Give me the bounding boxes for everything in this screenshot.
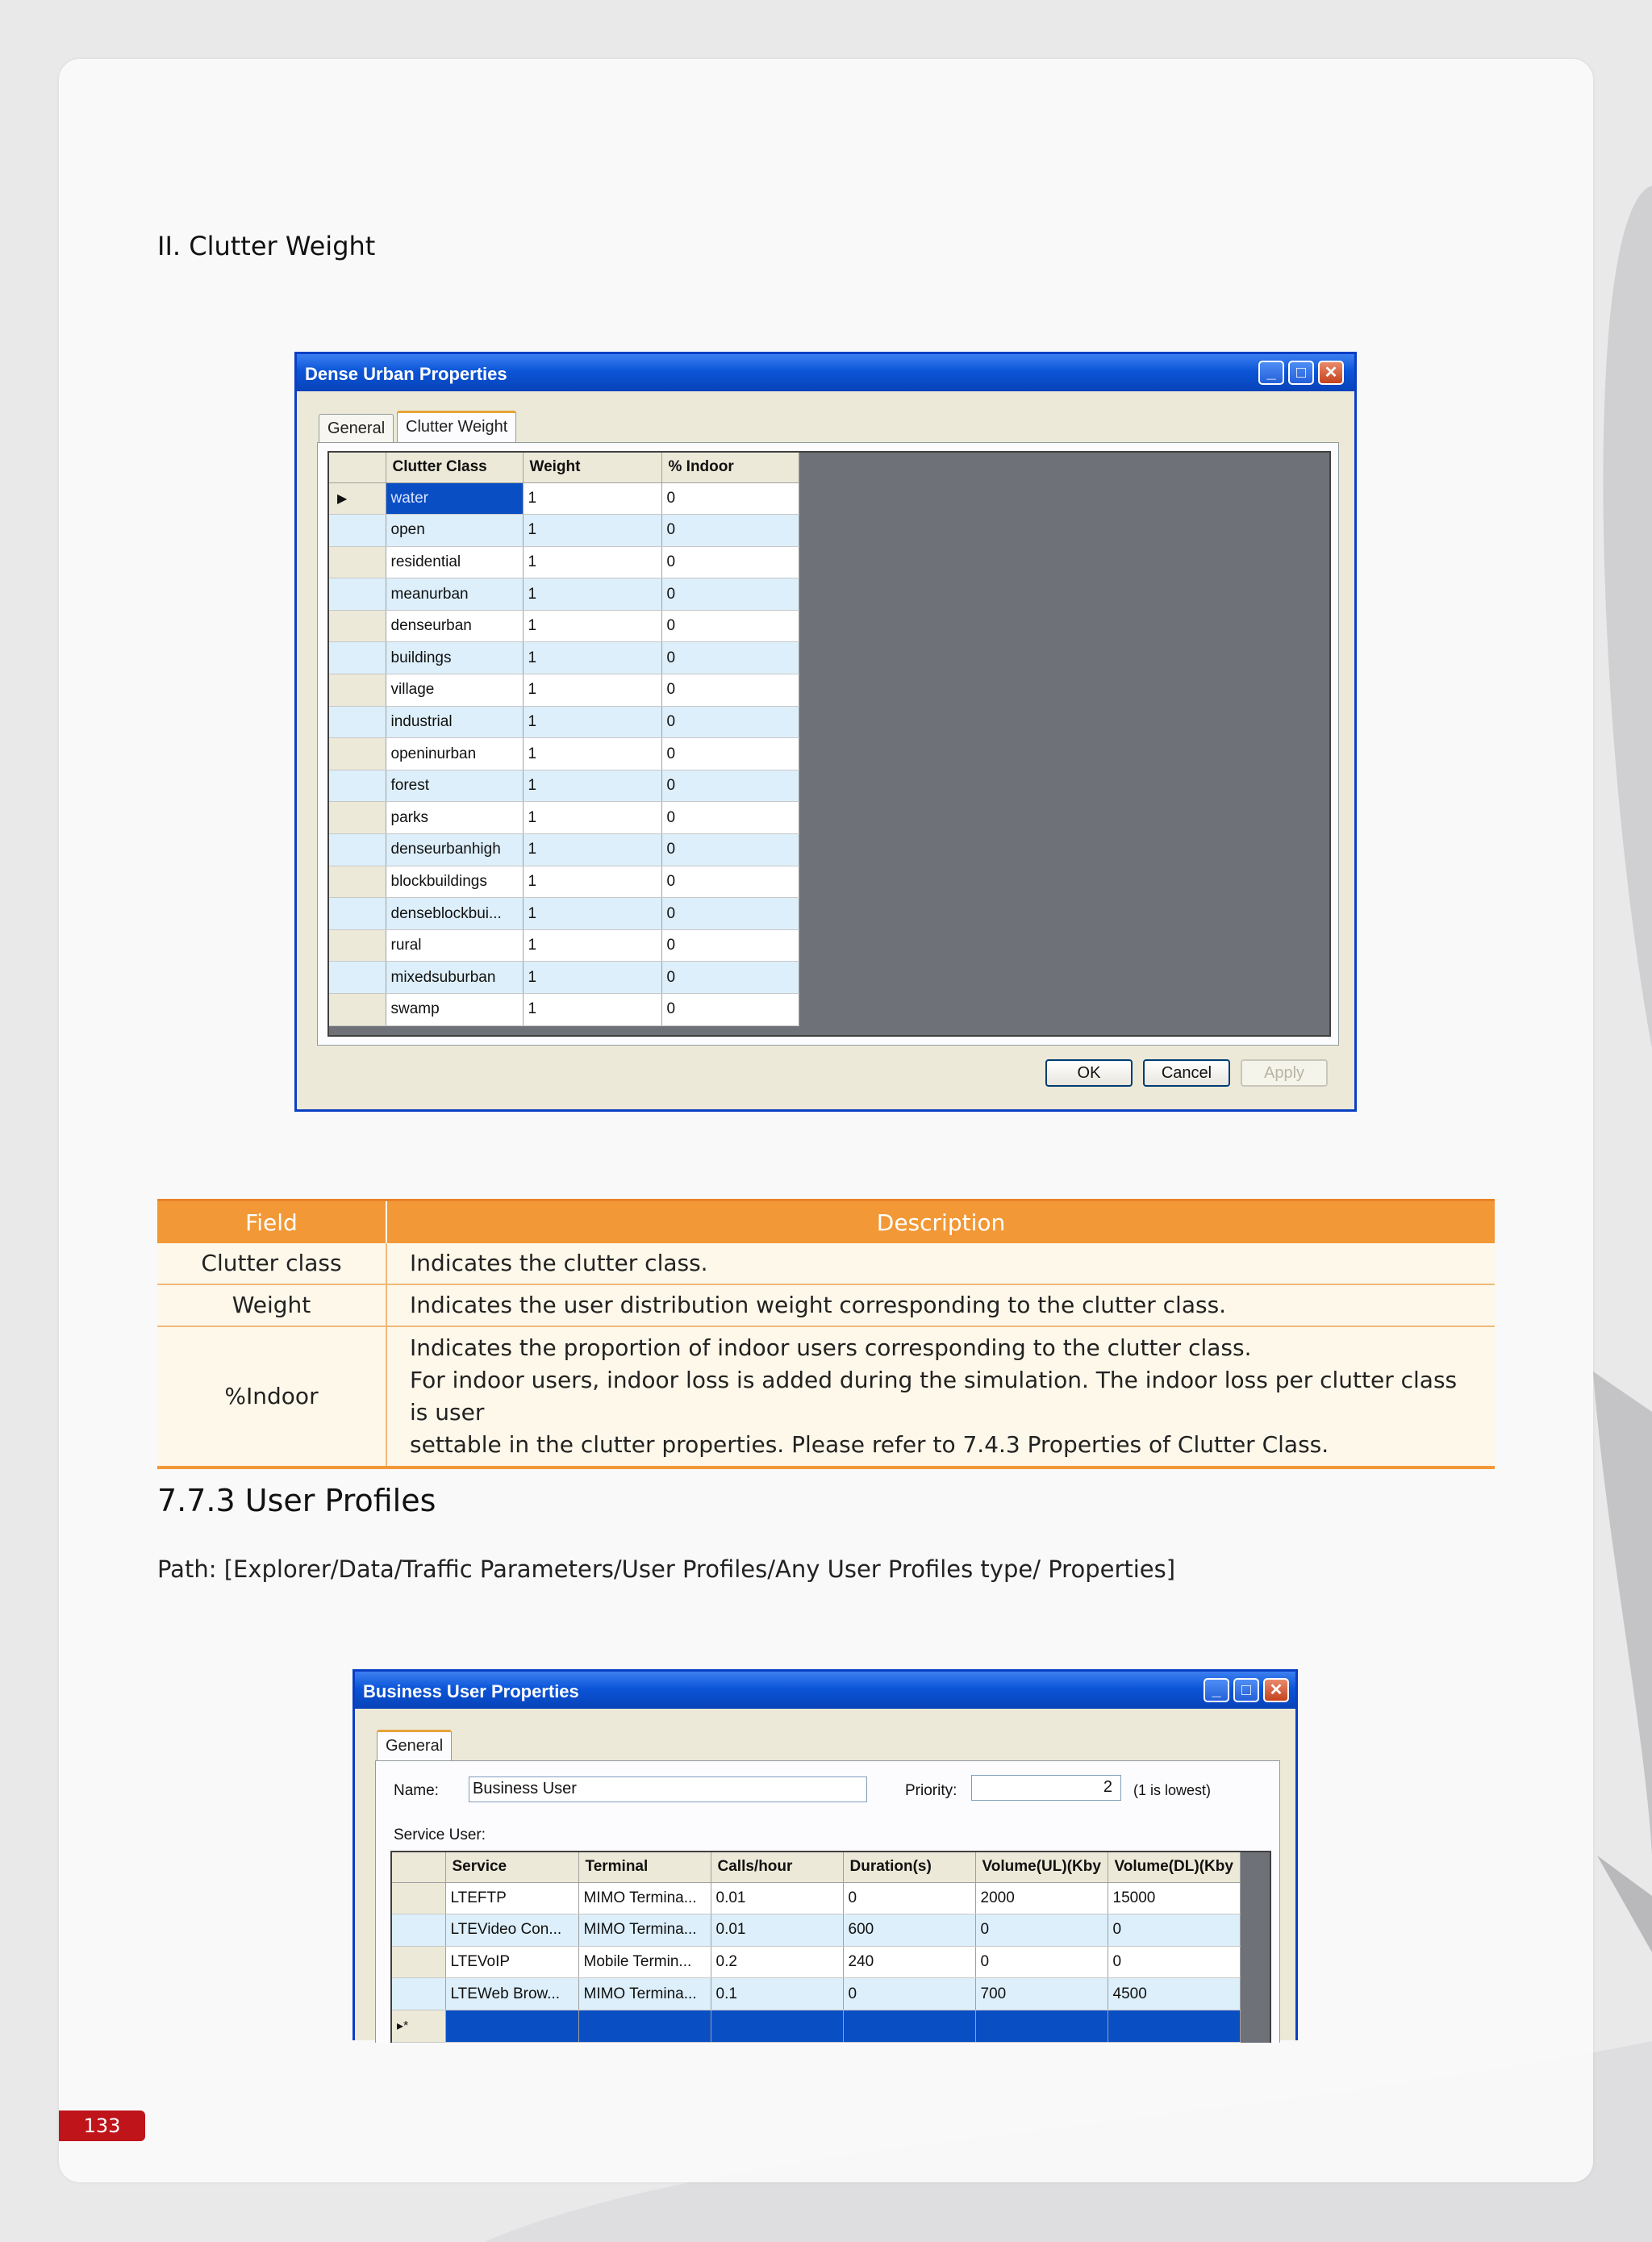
column-header[interactable]: Terminal xyxy=(578,1852,711,1882)
field-cell: Clutter class xyxy=(157,1243,386,1284)
clutter-class-cell[interactable]: denseblockbui... xyxy=(386,898,523,930)
new-row-cell[interactable] xyxy=(445,2010,578,2042)
window-titlebar[interactable] xyxy=(355,1672,1295,1709)
row-header[interactable] xyxy=(329,962,386,994)
weight-cell[interactable]: 1 xyxy=(523,674,661,707)
volume-ul-cell[interactable]: 2000 xyxy=(975,1882,1108,1914)
terminal-cell[interactable]: MIMO Termina... xyxy=(578,1882,711,1914)
column-header[interactable]: Duration(s) xyxy=(843,1852,975,1882)
clutter-class-cell[interactable]: swamp xyxy=(386,994,523,1026)
minimize-icon[interactable]: _ xyxy=(1204,1678,1229,1702)
weight-cell[interactable]: 1 xyxy=(523,834,661,866)
user-properties-window xyxy=(353,1669,1298,2040)
service-user-table xyxy=(392,1852,1241,2043)
clutter-class-cell[interactable]: blockbuildings xyxy=(386,866,523,898)
row-header[interactable] xyxy=(329,578,386,611)
row-header[interactable] xyxy=(329,802,386,834)
table-row[interactable] xyxy=(329,738,799,770)
table-header-description: Description xyxy=(386,1200,1495,1244)
tab-clutter-weight[interactable]: Clutter Weight xyxy=(397,411,516,443)
field-cell: %Indoor xyxy=(157,1326,386,1468)
row-header[interactable] xyxy=(329,994,386,1026)
row-header[interactable] xyxy=(329,898,386,930)
volume-ul-cell[interactable]: 0 xyxy=(975,1946,1108,1978)
table-row[interactable] xyxy=(329,898,799,930)
column-header[interactable]: Volume(DL)(Kby xyxy=(1108,1852,1240,1882)
row-header[interactable] xyxy=(392,1978,445,2010)
table-row[interactable] xyxy=(329,802,799,834)
description-line: For indoor users, indoor loss is added during the simulation. The indoor loss per clutter class is user xyxy=(410,1367,1458,1426)
table-row[interactable] xyxy=(329,515,799,547)
row-header[interactable] xyxy=(329,546,386,578)
indoor-cell[interactable]: 0 xyxy=(661,962,799,994)
terminal-cell[interactable]: MIMO Termina... xyxy=(578,1978,711,2010)
volume-dl-cell[interactable]: 0 xyxy=(1108,1914,1240,1947)
table-row[interactable] xyxy=(329,578,799,611)
table-row xyxy=(157,1243,1495,1284)
clutter-class-cell[interactable]: open xyxy=(386,515,523,547)
row-header[interactable] xyxy=(329,515,386,547)
row-header[interactable] xyxy=(329,738,386,770)
table-row[interactable] xyxy=(329,706,799,738)
new-row-cell[interactable] xyxy=(975,2010,1108,2042)
weight-cell[interactable]: 1 xyxy=(523,546,661,578)
row-header[interactable] xyxy=(392,1946,445,1978)
row-header[interactable] xyxy=(329,929,386,962)
tab-general[interactable]: General xyxy=(377,1730,452,1762)
weight-cell[interactable]: 1 xyxy=(523,610,661,642)
table-row[interactable] xyxy=(329,674,799,707)
new-row-marker[interactable]: ▸* xyxy=(392,2010,445,2042)
indoor-cell[interactable]: 0 xyxy=(661,610,799,642)
row-header[interactable] xyxy=(329,674,386,707)
name-field[interactable]: Business User xyxy=(469,1776,867,1802)
indoor-cell[interactable]: 0 xyxy=(661,802,799,834)
clutter-class-cell[interactable]: residential xyxy=(386,546,523,578)
terminal-cell[interactable]: MIMO Termina... xyxy=(578,1914,711,1947)
clutter-class-cell[interactable]: forest xyxy=(386,770,523,802)
table-row[interactable] xyxy=(329,962,799,994)
tab-general[interactable]: General xyxy=(319,414,394,443)
description-line: settable in the clutter properties. Please refer to 7.4.3 Properties of Clutter Class. xyxy=(410,1431,1329,1458)
row-header-corner xyxy=(392,1852,445,1882)
clutter-class-cell[interactable]: water xyxy=(386,482,523,515)
close-icon[interactable]: ✕ xyxy=(1263,1678,1289,1702)
table-row[interactable] xyxy=(392,1914,1240,1947)
service-cell[interactable]: LTEWeb Brow... xyxy=(445,1978,578,2010)
priority-label: Priority: xyxy=(905,1782,957,1799)
minimize-icon[interactable]: _ xyxy=(1258,361,1284,385)
duration-cell[interactable]: 600 xyxy=(843,1914,975,1947)
table-row[interactable] xyxy=(329,546,799,578)
service-cell[interactable]: LTEFTP xyxy=(445,1882,578,1914)
terminal-cell[interactable]: Mobile Termin... xyxy=(578,1946,711,1978)
ok-button[interactable]: OK xyxy=(1045,1059,1133,1087)
volume-dl-cell[interactable]: 4500 xyxy=(1108,1978,1240,2010)
weight-cell[interactable]: 1 xyxy=(523,898,661,930)
indoor-cell[interactable]: 0 xyxy=(661,482,799,515)
clutter-class-cell[interactable]: industrial xyxy=(386,706,523,738)
volume-ul-cell[interactable]: 0 xyxy=(975,1914,1108,1947)
indoor-cell[interactable]: 0 xyxy=(661,994,799,1026)
clutter-properties-window xyxy=(294,352,1357,1112)
window-title: Dense Urban Properties xyxy=(305,364,507,384)
new-row-cell[interactable] xyxy=(1108,2010,1240,2042)
volume-dl-cell[interactable]: 15000 xyxy=(1108,1882,1240,1914)
weight-cell[interactable]: 1 xyxy=(523,482,661,515)
row-header[interactable] xyxy=(329,610,386,642)
weight-cell[interactable]: 1 xyxy=(523,962,661,994)
path-text: Path: [Explorer/Data/Traffic Parameters/User Profiles/Any User Profiles type/ Properties] xyxy=(157,1555,1176,1583)
weight-cell[interactable]: 1 xyxy=(523,515,661,547)
row-header-corner xyxy=(329,453,386,482)
table-row[interactable] xyxy=(329,482,799,515)
section-heading: II. Clutter Weight xyxy=(157,231,376,261)
table-row[interactable] xyxy=(329,610,799,642)
service-user-grid xyxy=(390,1851,1271,2043)
indoor-cell[interactable]: 0 xyxy=(661,578,799,611)
weight-cell[interactable]: 1 xyxy=(523,866,661,898)
column-header[interactable]: Calls/hour xyxy=(711,1852,843,1882)
new-row[interactable] xyxy=(392,2010,1240,2042)
clutter-class-cell[interactable]: denseurbanhigh xyxy=(386,834,523,866)
indoor-cell[interactable]: 0 xyxy=(661,738,799,770)
weight-cell[interactable]: 1 xyxy=(523,929,661,962)
volume-ul-cell[interactable]: 700 xyxy=(975,1978,1108,2010)
description-cell: Indicates the user distribution weight corresponding to the clutter class. xyxy=(386,1284,1495,1326)
table-row xyxy=(157,1326,1495,1468)
row-header[interactable] xyxy=(392,1914,445,1947)
description-cell: Indicates the clutter class. xyxy=(386,1243,1495,1284)
table-row[interactable] xyxy=(329,770,799,802)
row-header[interactable] xyxy=(329,706,386,738)
column-header[interactable]: Service xyxy=(445,1852,578,1882)
indoor-cell[interactable]: 0 xyxy=(661,770,799,802)
clutter-class-cell[interactable]: openinurban xyxy=(386,738,523,770)
indoor-cell[interactable]: 0 xyxy=(661,706,799,738)
priority-hint: (1 is lowest) xyxy=(1133,1782,1212,1798)
service-user-label: Service User: xyxy=(394,1827,486,1843)
clutter-class-cell[interactable]: mixedsuburban xyxy=(386,962,523,994)
row-header[interactable] xyxy=(329,834,386,866)
duration-cell[interactable]: 0 xyxy=(843,1882,975,1914)
weight-cell[interactable]: 1 xyxy=(523,642,661,674)
row-header[interactable] xyxy=(329,866,386,898)
table-row[interactable] xyxy=(392,1946,1240,1978)
clutter-class-cell[interactable]: parks xyxy=(386,802,523,834)
row-header[interactable] xyxy=(392,1882,445,1914)
indoor-cell[interactable]: 0 xyxy=(661,515,799,547)
table-header-field: Field xyxy=(157,1200,386,1244)
service-cell[interactable]: LTEVoIP xyxy=(445,1946,578,1978)
indoor-cell[interactable]: 0 xyxy=(661,834,799,866)
duration-cell[interactable]: 240 xyxy=(843,1946,975,1978)
clutter-class-cell[interactable]: rural xyxy=(386,929,523,962)
indoor-cell[interactable]: 0 xyxy=(661,929,799,962)
maximize-icon[interactable]: □ xyxy=(1233,1678,1259,1702)
maximize-icon[interactable]: □ xyxy=(1288,361,1314,385)
close-icon[interactable]: ✕ xyxy=(1318,361,1344,385)
weight-cell[interactable]: 1 xyxy=(523,770,661,802)
calls-cell[interactable]: 0.1 xyxy=(711,1978,843,2010)
table-row[interactable] xyxy=(329,642,799,674)
table-row xyxy=(157,1284,1495,1326)
field-cell: Weight xyxy=(157,1284,386,1326)
clutter-class-cell[interactable]: meanurban xyxy=(386,578,523,611)
window-titlebar[interactable] xyxy=(297,354,1354,391)
weight-cell[interactable]: 1 xyxy=(523,802,661,834)
new-row-cell[interactable] xyxy=(711,2010,843,2042)
column-header[interactable]: % Indoor xyxy=(661,453,799,482)
indoor-cell[interactable]: 0 xyxy=(661,898,799,930)
calls-cell[interactable]: 0.2 xyxy=(711,1946,843,1978)
calls-cell[interactable]: 0.01 xyxy=(711,1914,843,1947)
row-header[interactable]: ▶ xyxy=(329,482,386,515)
table-row[interactable] xyxy=(392,1882,1240,1914)
indoor-cell[interactable]: 0 xyxy=(661,866,799,898)
clutter-weight-grid xyxy=(327,451,1331,1037)
duration-cell[interactable]: 0 xyxy=(843,1978,975,2010)
window-title: Business User Properties xyxy=(363,1681,579,1701)
row-header[interactable] xyxy=(329,770,386,802)
volume-dl-cell[interactable]: 0 xyxy=(1108,1946,1240,1978)
calls-cell[interactable]: 0.01 xyxy=(711,1882,843,1914)
weight-cell[interactable]: 1 xyxy=(523,578,661,611)
description-cell xyxy=(386,1326,1495,1468)
column-header[interactable]: Volume(UL)(Kby xyxy=(975,1852,1108,1882)
table-row[interactable] xyxy=(329,929,799,962)
weight-cell[interactable]: 1 xyxy=(523,706,661,738)
clutter-weight-table xyxy=(329,453,799,1026)
column-header[interactable]: Clutter Class xyxy=(386,453,523,482)
new-row-cell[interactable] xyxy=(843,2010,975,2042)
weight-cell[interactable]: 1 xyxy=(523,994,661,1026)
cancel-button[interactable]: Cancel xyxy=(1143,1059,1230,1087)
weight-cell[interactable]: 1 xyxy=(523,738,661,770)
new-row-cell[interactable] xyxy=(578,2010,711,2042)
page-number: 133 xyxy=(59,2110,145,2141)
clutter-class-cell[interactable]: denseurban xyxy=(386,610,523,642)
column-header[interactable]: Weight xyxy=(523,453,661,482)
service-cell[interactable]: LTEVideo Con... xyxy=(445,1914,578,1947)
indoor-cell[interactable]: 0 xyxy=(661,546,799,578)
priority-field[interactable]: 2 xyxy=(971,1775,1121,1801)
table-row[interactable] xyxy=(392,1978,1240,2010)
indoor-cell[interactable]: 0 xyxy=(661,642,799,674)
field-description-table xyxy=(157,1199,1495,1469)
clutter-class-cell[interactable]: buildings xyxy=(386,642,523,674)
name-label: Name: xyxy=(394,1782,439,1799)
table-row[interactable] xyxy=(329,994,799,1026)
clutter-class-cell[interactable]: village xyxy=(386,674,523,707)
row-header[interactable] xyxy=(329,642,386,674)
table-row[interactable] xyxy=(329,866,799,898)
table-row[interactable] xyxy=(329,834,799,866)
description-line: Indicates the proportion of indoor users corresponding to the clutter class. xyxy=(410,1334,1252,1361)
indoor-cell[interactable]: 0 xyxy=(661,674,799,707)
subsection-title: 7.7.3 User Profiles xyxy=(157,1483,436,1518)
apply-button[interactable]: Apply xyxy=(1241,1059,1328,1087)
